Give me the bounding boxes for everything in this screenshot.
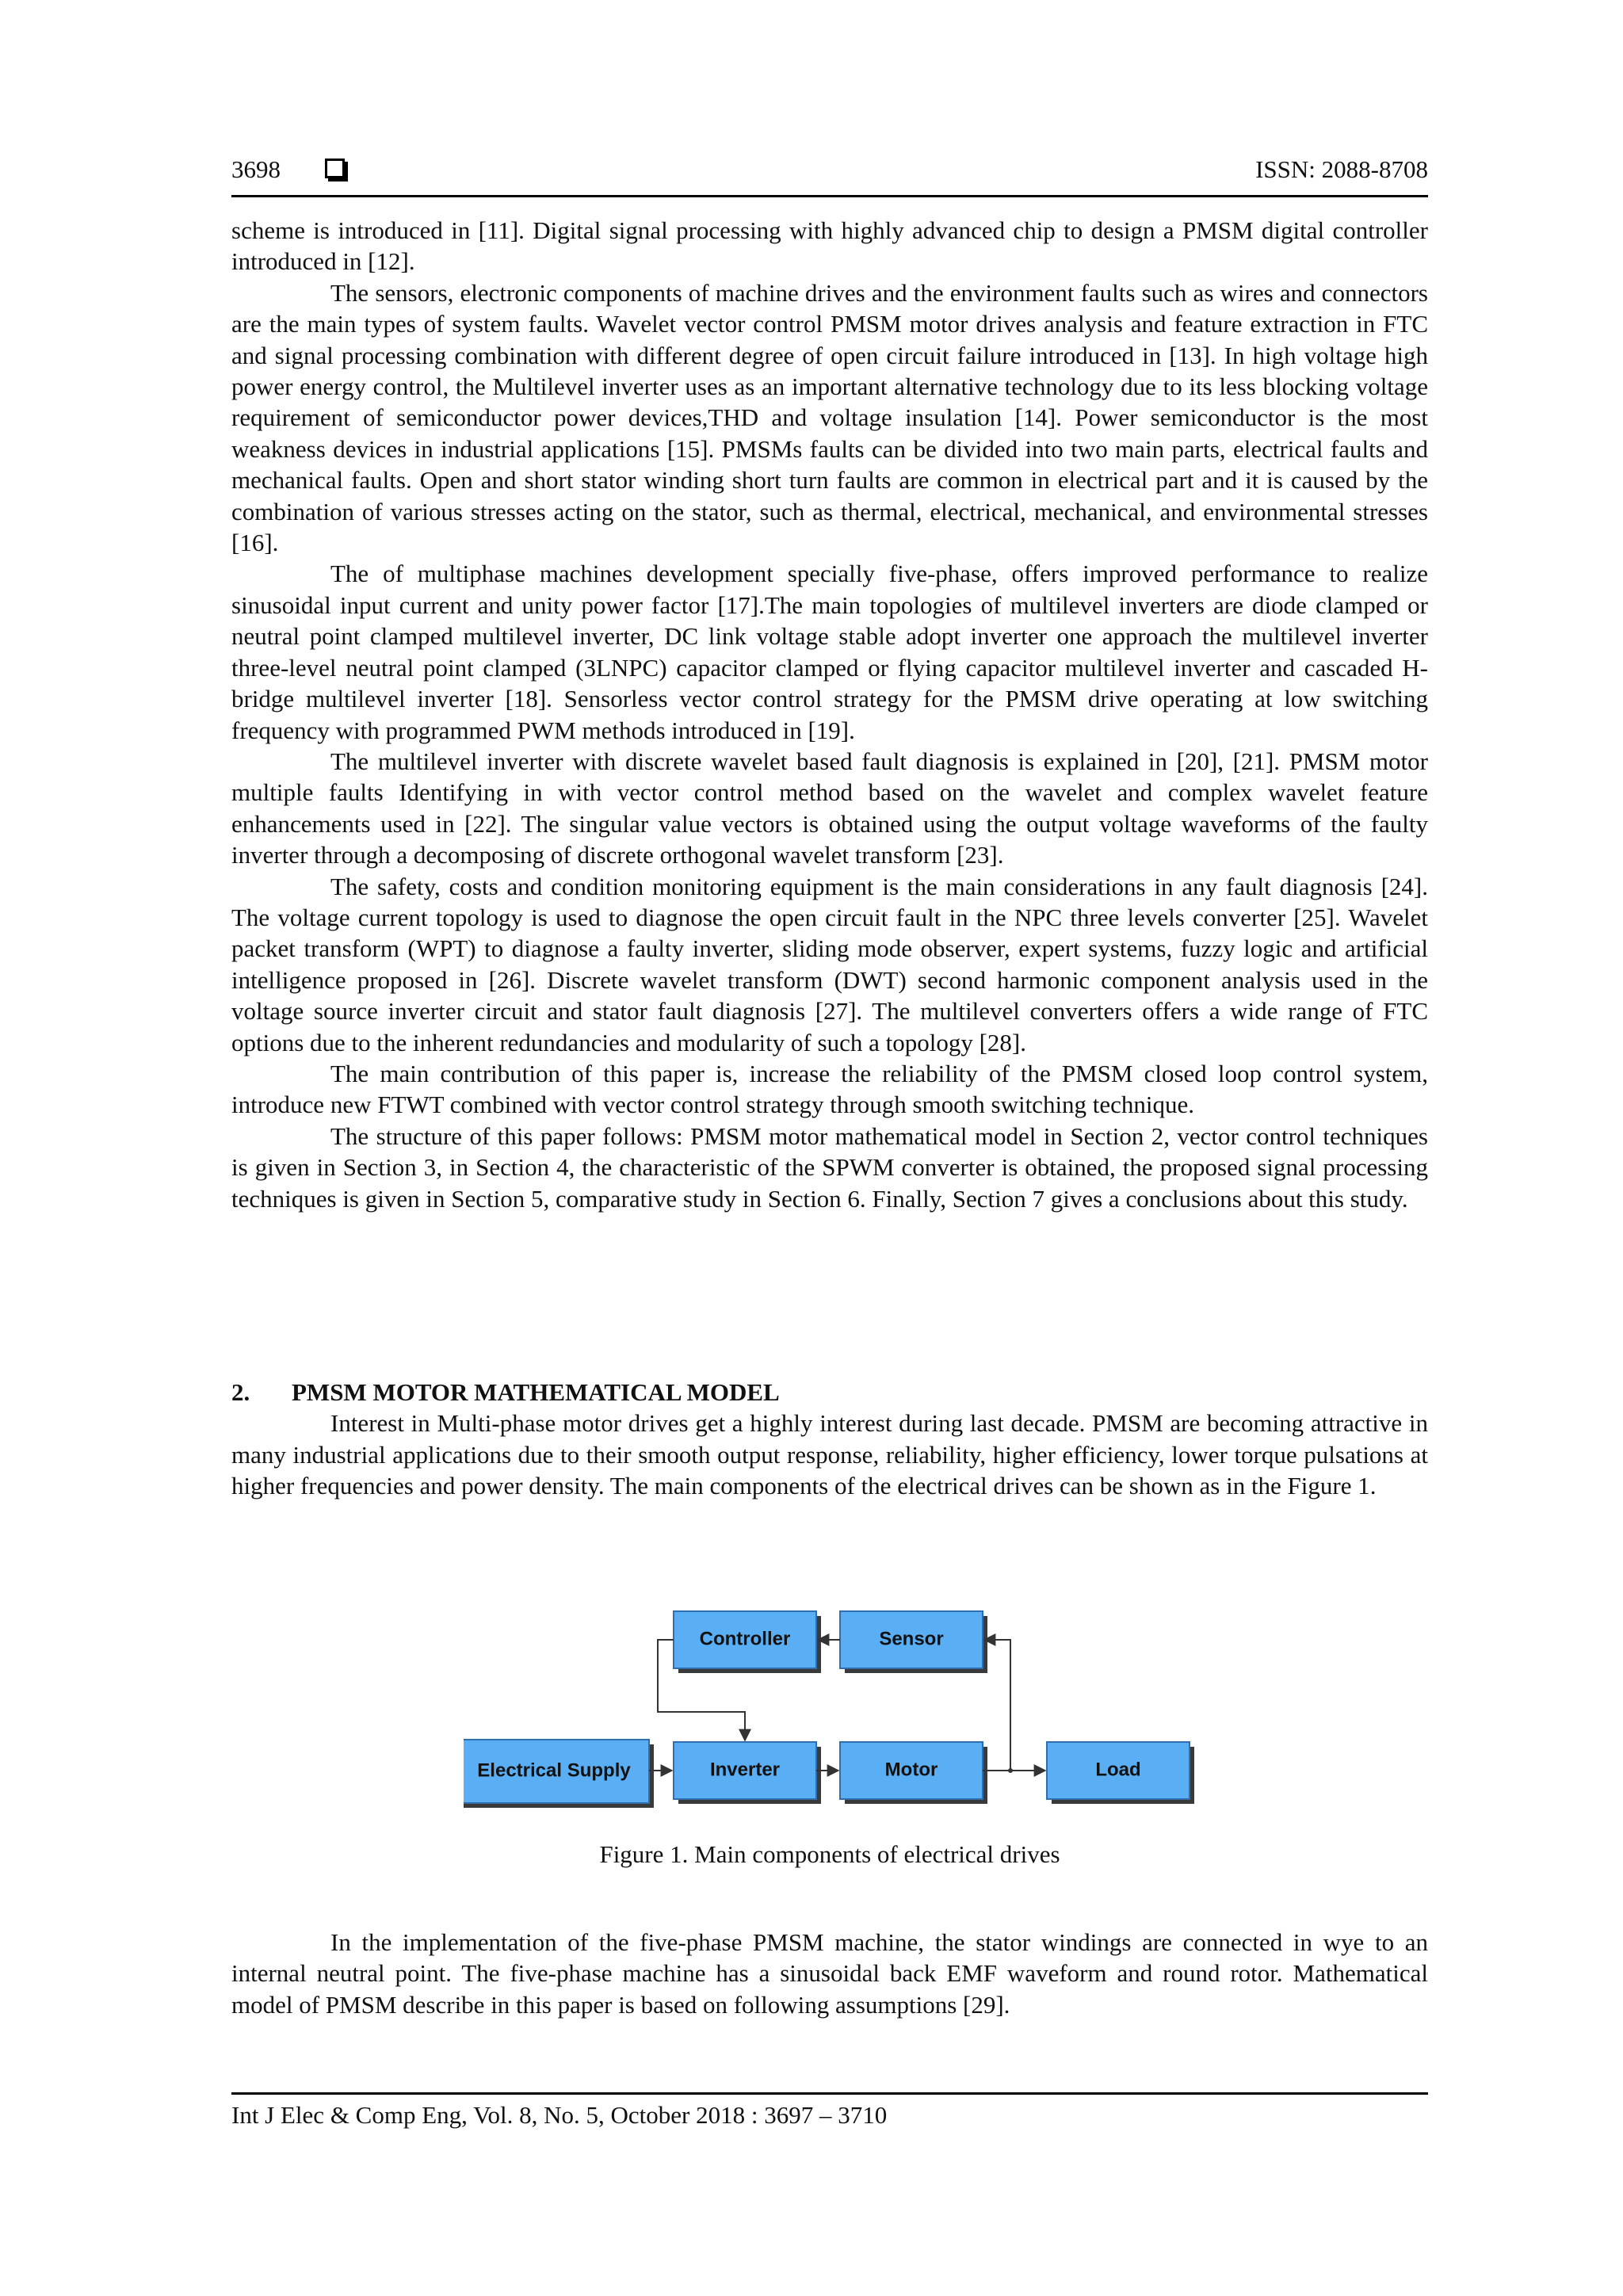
paragraph-multiphase: The of multiphase machines development specially five-phase, offers improved performance to realize sinusoidal input current and unity power factor [17].The main topologies of multilevel inverters are diode clamped or neutral point clamped multilevel inverter, DC link voltage stable adopt inverter one approach the multilevel inverter three-level neutral point clamped (3LNPC) capacitor clamped or flying capacitor multilevel inverter and cascaded H-bridge multilevel inverter [18]. Sensorless vector control strategy for the PMSM drive operating at low switching frequency with programmed PWM methods introduced in [19]. [231,560,1428,744]
electrical-supply-block [464,1740,654,1808]
load-block [1047,1742,1194,1804]
motor-label: Motor [884,1759,938,1781]
checkbox-square-icon [325,159,345,178]
after-figure-text [231,1927,1428,2020]
paragraph-wavelet: The multilevel inverter with discrete wavelet based fault diagnosis is explained in [20], [21]. PMSM motor multiple faults Identifying in with vector control method based on the wavelet and complex wavelet feature enhancements used in [22]. The singular value vectors is obtained using the output voltage waveforms of the faulty inverter through a decomposing of discrete orthogonal wavelet transform [23]. [231,747,1428,869]
controller-block [674,1611,821,1673]
section-2 [231,1377,1428,1502]
inverter-label: Inverter [709,1759,781,1781]
controller-label: Controller [699,1628,791,1650]
figure-caption: Figure 1. Main components of electrical drives [599,1840,1060,1868]
section-heading [231,1377,1428,1408]
paragraph-faults: The sensors, electronic components of machine drives and the environment faults such as wires and connectors are the main types of system faults. Wavelet vector control PMSM motor drives analysis and feature extraction in FTC and signal processing combination with different degree of open circuit failure introduced in [13]. In high voltage high power energy control, the Multilevel inverter uses as an important alternative technology due to its less blocking voltage requirement of semiconductor power devices,THD and voltage insulation [14]. Power semiconductor is the most weakness devices in industrial applications [15]. PMSMs faults can be divided into two main parts, electrical faults and mechanical faults. Open and short stator winding short turn faults are common in electrical part and it is caused by the combination of various stresses acting on the stator, such as thermal, electrical, mechanical, and environmental stresses [16]. [231,278,1428,557]
figure-block-diagram [464,1609,1209,1815]
page-footer [231,2092,1428,2130]
paragraph-implementation: In the implementation of the five-phase PMSM machine, the stator windings are connected in wye to an internal neutral point. The five-phase machine has a sinusoidal back EMF waveform and round rotor. Mathematical model of PMSM describe in this paper is based on following assumptions [29]. [231,1928,1428,2019]
load-label: Load [1095,1759,1141,1781]
motor-block [840,1742,987,1804]
electrical-supply-label: Electrical Supply [477,1759,631,1782]
paragraph-continuation: scheme is introduced in [11]. Digital signal processing with highly advanced chip to design a PMSM digital controller introduced in [12]. [231,216,1428,276]
page-number: 3698 [231,155,281,183]
paragraph-contribution: The main contribution of this paper is, increase the reliability of the PMSM closed loop control system, introduce new FTWT combined with vector control strategy through smooth switching technique. [231,1059,1428,1119]
paragraph-safety: The safety, costs and condition monitoring equipment is the main considerations in any fault diagnosis [24]. The voltage current topology is used to diagnose the open circuit fault in the NPC three levels converter [25]. Wavelet packet transform (WPT) to diagnose a faulty inverter, sliding mode observer, expert systems, fuzzy logic and artificial intelligence proposed in [26]. Discrete wavelet transform (DWT) second harmonic component analysis used in the voltage source inverter circuit and stator fault diagnosis [27]. The multilevel converters offers a wide range of FTC options due to the inherent redundancies and modularity of such a topology [28]. [231,872,1428,1056]
body-text [231,215,1428,1214]
sensor-block [840,1611,987,1673]
section-title: PMSM MOTOR MATHEMATICAL MODEL [292,1378,780,1406]
feedback-to-sensor-arrow [984,1640,1010,1771]
sensor-label: Sensor [879,1628,944,1650]
page-header [231,155,1428,197]
block-diagram [464,1609,1209,1815]
section-number: 2. [231,1378,250,1406]
issn-label: ISSN: 2088-8708 [1255,155,1428,183]
journal-citation: Int J Elec & Comp Eng, Vol. 8, No. 5, October 2018 : 3697 – 3710 [231,2101,888,2129]
section-paragraph: Interest in Multi-phase motor drives get a highly interest during last decade. PMSM are becoming attractive in many industrial applications due to their smooth output response, reliability, higher efficiency, lower torque pulsations at higher frequencies and power density. The main components of the electrical drives can be shown as in the Figure 1. [231,1409,1428,1500]
inverter-block [674,1742,821,1804]
paragraph-structure: The structure of this paper follows: PMSM motor mathematical model in Section 2, vector control techniques is given in Section 3, in Section 4, the characteristic of the SPWM converter is obtained, the proposed signal processing techniques is given in Section 5, comparative study in Section 6. Finally, Section 7 gives a conclusions about this study. [231,1121,1428,1213]
